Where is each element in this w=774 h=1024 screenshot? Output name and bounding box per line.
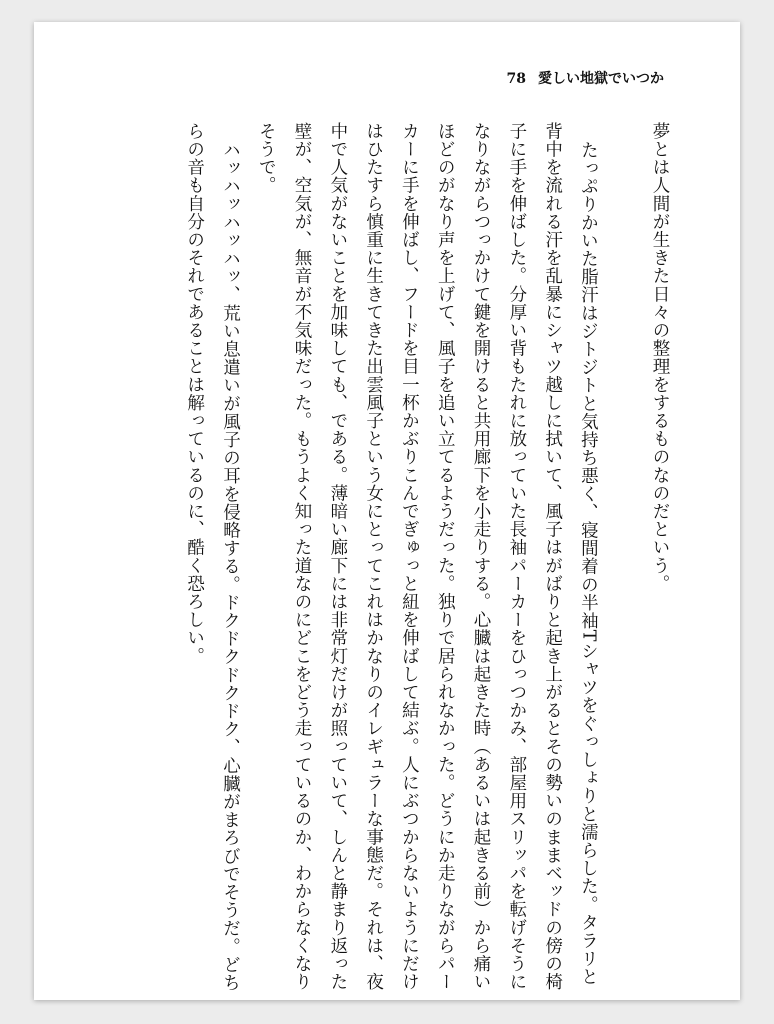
book-page	[34, 22, 740, 1000]
page-header	[507, 68, 664, 88]
text-line: たっぷりかいた脂汗はジトジトと気持ち悪く、寝間着の半袖Tシャツをぐっしょりと濡らした。タラリと	[578, 141, 599, 987]
text-line	[605, 122, 641, 932]
text-line: なりながらつっかけて鍵を開けると共用廊下を小走りする。心臓は起きた時（あるいは起きる前）から痛い	[471, 122, 492, 991]
text-line: カーに手を伸ばし、フードを目一杯かぶりこんでぎゅっと紐を伸ばして結ぶ。人にぶつからないようにだけ	[399, 122, 420, 991]
text-line: ほどのがなり声を上げて、風子を追い立てるようだった。独りで居られなかった。どうにか走りながらパー	[435, 122, 456, 991]
text-line: らの音も自分のそれであることは解っているのに、酷く恐ろしい。	[184, 122, 205, 665]
text-line: そうで。	[256, 122, 277, 195]
text-line: 夢とは人間が生きた日々の整理をするものなのだという。	[650, 122, 670, 593]
text-line: 背中を流れる汗を乱暴にシャツ越しに拭いて、風子はがばりと起き上がるとその勢いのままベッドの傍の椅	[542, 122, 563, 991]
text-line: 中で人気がないことを加味しても、である。薄暗い廊下には非常灯だけが照っていて、しんと静まり返った	[327, 122, 348, 991]
text-line: 壁が、空気が、無音が不気味だった。もうよく知った道なのにどこをどう走っているのか、わからなくなり	[292, 122, 313, 991]
text-line: ハッハッハッハッ、荒い息遣いが風子の耳を侵略する。ドクドクドクドク、心臓がまろびでそうだ。どち	[220, 141, 241, 992]
running-title: 愛しい地獄でいつか	[538, 71, 664, 87]
text-line: はひたすら慎重に生きてきた出雲風子という女にとってこれはかなりのイレギュラーな事態だ。それは、夜	[363, 122, 384, 991]
vertical-body-text	[176, 122, 677, 992]
text-line: 子に手を伸ばした。分厚い背もたれに放っていた長袖パーカーをひっつかみ、部屋用スリッパを転げそうに	[506, 122, 527, 991]
page-number: 78	[506, 71, 526, 87]
